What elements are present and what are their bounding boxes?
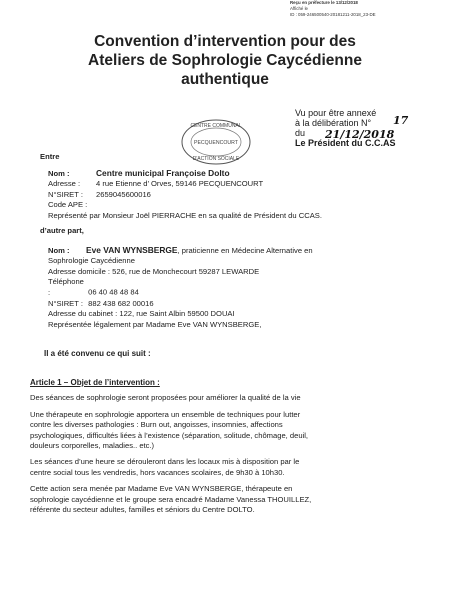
title-line-1: Convention d’intervention pour des bbox=[94, 33, 356, 50]
party2-phone-value: 06 40 48 48 84 bbox=[88, 287, 139, 297]
seal-top-text: CENTRE COMMUNAL bbox=[190, 123, 242, 129]
annex-delib-label: à la délibération N° bbox=[295, 118, 372, 128]
party1-address-row bbox=[40, 179, 322, 190]
party2-home-label: Adresse domicile : bbox=[48, 266, 111, 276]
handwritten-deliberation-number: 17 bbox=[393, 114, 409, 127]
party2-siret-value: 882 438 682 00016 bbox=[88, 298, 154, 308]
party2-cabinet-value: 122, rue Saint Albin 59500 DOUAI bbox=[119, 309, 235, 319]
annex-line-1: Vu pour être annexé bbox=[295, 108, 377, 118]
title-line-2: Ateliers de Sophrologie Caycédienne bbox=[88, 52, 362, 69]
party2-cabinet-label: Adresse du cabinet : bbox=[48, 309, 118, 319]
party2-name-row bbox=[40, 245, 313, 257]
autre-part-label: d’autre part, bbox=[40, 226, 84, 235]
stamp-line-posted: Affiché le bbox=[290, 6, 308, 11]
party2-representative: Représentée légalement par Madame Eve VAN WYNSBERGE, bbox=[48, 319, 262, 329]
seal-middle-text: PECQUENCOURT bbox=[193, 140, 239, 146]
p4-line-2: sophrologie caycédienne et le groupe sera encadré Madame Vanessa THOUILLEZ, bbox=[30, 494, 312, 504]
party2-siret-label: N°SIRET : bbox=[48, 298, 83, 308]
party2-cabinet-row bbox=[40, 309, 313, 320]
convenu-heading: Il a été convenu ce qui suit : bbox=[44, 349, 151, 358]
article-1-paragraph-3 bbox=[30, 457, 422, 478]
document-title bbox=[60, 32, 390, 89]
p2-line-1: Une thérapeute en sophrologie apportera un ensemble de techniques pour lutter bbox=[30, 409, 301, 419]
p3-line-2: centre social tous les vendredis, hors vacances scolaires, de 9h30 à 10h30. bbox=[30, 467, 285, 477]
p3-line-1: Les séances d’une heure se dérouleront dans les locaux mis à disposition par le bbox=[30, 457, 300, 467]
party1-siret-label: N°SIRET : bbox=[48, 189, 83, 199]
title-line-3: authentique bbox=[181, 71, 269, 88]
party2-home-row bbox=[40, 267, 313, 278]
party2-name-value: Eve VAN WYNSBERGE bbox=[86, 244, 178, 255]
party2-phone-row bbox=[40, 277, 313, 298]
party-2 bbox=[40, 226, 313, 330]
article-1 bbox=[30, 378, 422, 515]
stamp-line-received: Reçu en préfecture le 13/12/2018 bbox=[290, 0, 358, 5]
entre-label: Entre bbox=[40, 152, 60, 161]
article-1-paragraph-4 bbox=[30, 484, 422, 515]
annex-du-label: du bbox=[295, 128, 306, 138]
party1-siret-value: 2659045600016 bbox=[96, 189, 151, 199]
party2-home-value: 526, rue de Monchecourt 59287 LEWARDE bbox=[112, 266, 260, 276]
p4-line-1: Cette action sera menée par Madame Eve VAN WYNSBERGE, thérapeute en bbox=[30, 484, 293, 494]
p2-line-4: douleurs corporelles, maladies.. etc.) bbox=[30, 441, 155, 451]
party1-siret-row bbox=[40, 190, 322, 201]
party1-name-value: Centre municipal Françoise Dolto bbox=[96, 167, 230, 178]
prefecture-stamp bbox=[290, 0, 442, 32]
p2-line-2: contre les diverses pathologies : Burn out, angoisses, insomnies, affections bbox=[30, 420, 283, 430]
party1-address-label: Adresse : bbox=[48, 179, 81, 189]
party-1 bbox=[40, 152, 322, 222]
p2-line-3: psychologiques, difficultés liées à l’existence (séparation, solitude, chômage, deuil, bbox=[30, 430, 309, 440]
party2-siret-row bbox=[40, 299, 313, 310]
handwritten-date: 21/12/2018 bbox=[325, 128, 395, 141]
article-1-heading: Article 1 – Objet de l’intervention : bbox=[30, 378, 160, 387]
stamp-line-id: ID : 059-246500540-20181211-2018_23-DE bbox=[290, 12, 376, 17]
party2-name-line2: Sophrologie Caycédienne bbox=[48, 256, 135, 266]
p4-line-3: référente du secteur adultes, familles et séniors du Centre DOLTO. bbox=[30, 505, 255, 515]
annex-note bbox=[295, 108, 415, 148]
party1-representative: Représenté par Monsieur Joël PIERRACHE en sa qualité de Président du CCAS. bbox=[48, 210, 322, 220]
seal-bottom-text: D'ACTION SOCIALE bbox=[192, 156, 240, 162]
party1-name-row bbox=[40, 168, 322, 180]
annex-president: Le Président du C.C.AS bbox=[295, 138, 396, 148]
party2-name-label: Nom : bbox=[48, 245, 70, 255]
party1-name-label: Nom : bbox=[48, 168, 70, 178]
party2-title: , praticienne en Médecine Alternative en bbox=[177, 245, 313, 255]
party1-ape-label: Code APE : bbox=[48, 200, 88, 210]
article-1-paragraph-1: Des séances de sophrologie seront proposées pour améliorer la qualité de la vie bbox=[30, 393, 301, 403]
party2-phone-label: Téléphone : bbox=[48, 277, 84, 297]
article-1-paragraph-2 bbox=[30, 410, 422, 452]
party1-address-value: 4 rue Etienne d’ Orves, 59146 PECQUENCOURT bbox=[96, 179, 264, 189]
party1-ape-row bbox=[40, 200, 322, 211]
